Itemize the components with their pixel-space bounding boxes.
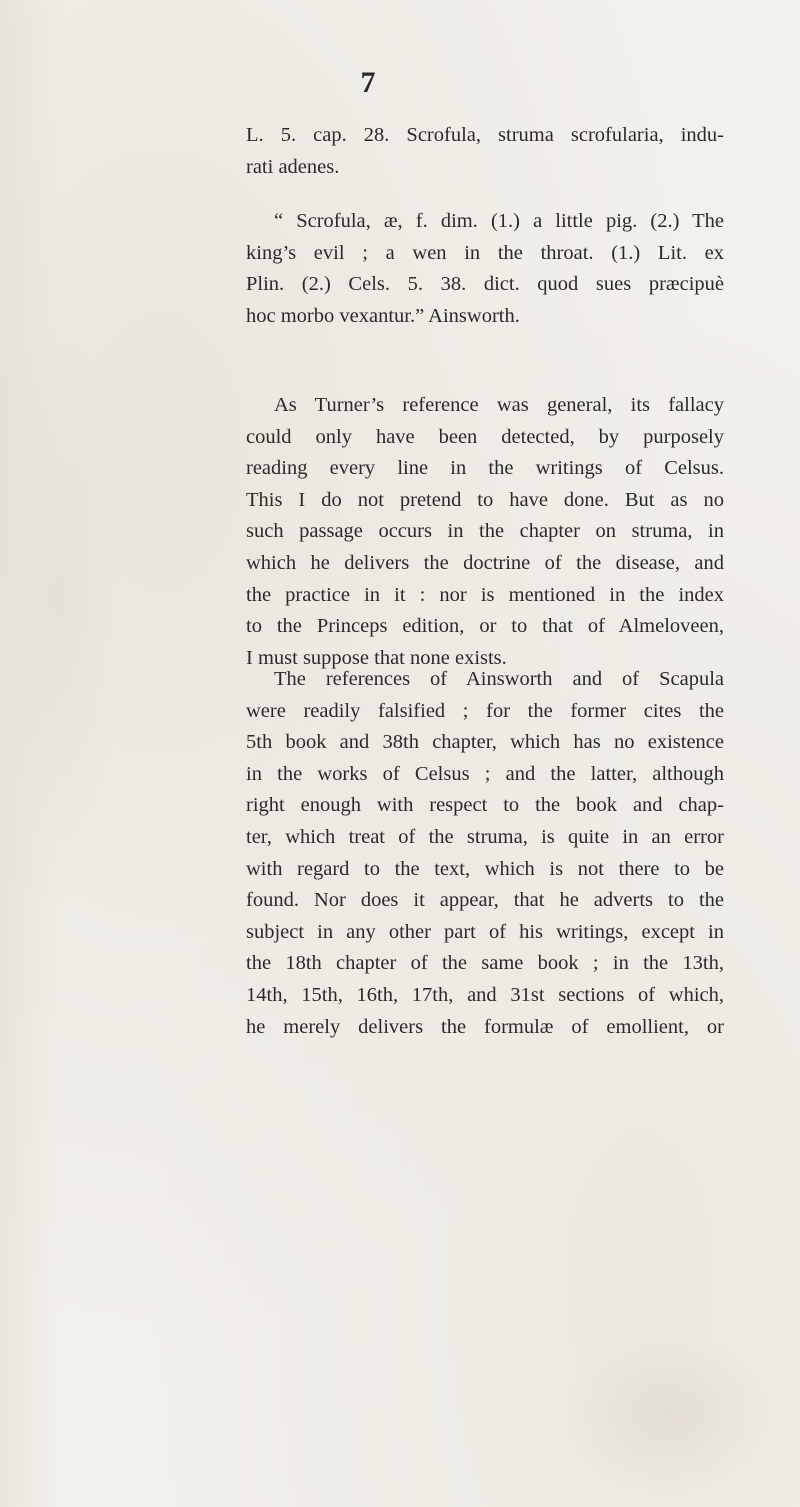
page-number: 7: [360, 66, 376, 99]
text-line: the practice in it : nor is mentioned in the index: [246, 583, 724, 606]
text-line: As Turner’s reference was general, its fallacy: [274, 394, 724, 416]
text-line: to the Princeps edition, or to that of Almeloveen,: [246, 615, 724, 638]
text-line: with regard to the text, which is not there to be: [246, 857, 724, 880]
paragraph-references-falsified: [246, 664, 724, 1043]
text-line: 5th book and 38th chapter, which has no existence: [246, 731, 724, 754]
text-line: 14th, 15th, 16th, 17th, and 31st sections of which,: [246, 983, 724, 1006]
text-line: ter, which treat of the struma, is quite in an error: [246, 825, 724, 848]
paper-stain: [0, 300, 120, 900]
text-line: he merely delivers the formulæ of emollient, or: [246, 1015, 724, 1038]
paper-stain: [560, 1330, 780, 1500]
paragraph-citation: [246, 120, 724, 183]
text-line: the 18th chapter of the same book ; in the 13th,: [246, 952, 724, 975]
text-line: “ Scrofula, æ, f. dim. (1.) a little pig. (2.) The: [274, 210, 724, 232]
text-line: could only have been detected, by purposely: [246, 425, 724, 448]
paragraph-turner-reference: [246, 390, 724, 674]
text-line: L. 5. cap. 28. Scrofula, struma scrofularia, indu-: [246, 124, 724, 146]
text-line: king’s evil ; a wen in the throat. (1.) Lit. ex: [246, 241, 724, 264]
text-line: rati adenes.: [246, 155, 340, 178]
text-line: This I do not pretend to have done. But as no: [246, 488, 724, 511]
text-line: found. Nor does it appear, that he adverts to the: [246, 889, 724, 912]
paragraph-ainsworth-quote: [246, 206, 724, 332]
text-line: I must suppose that none exists.: [246, 646, 507, 669]
text-line: which he delivers the doctrine of the disease, and: [246, 551, 724, 574]
text-line: subject in any other part of his writings, except in: [246, 920, 724, 943]
text-line: in the works of Celsus ; and the latter, although: [246, 762, 724, 785]
text-line: were readily falsified ; for the former cites the: [246, 699, 724, 722]
text-line: The references of Ainsworth and of Scapula: [274, 668, 724, 690]
text-line: such passage occurs in the chapter on struma, in: [246, 520, 724, 543]
text-line: hoc morbo vexantur.” Ainsworth.: [246, 304, 520, 327]
text-line: right enough with respect to the book and chap-: [246, 794, 724, 817]
text-line: reading every line in the writings of Celsus.: [246, 457, 724, 480]
text-line: Plin. (2.) Cels. 5. 38. dict. quod sues præcipuè: [246, 273, 724, 296]
